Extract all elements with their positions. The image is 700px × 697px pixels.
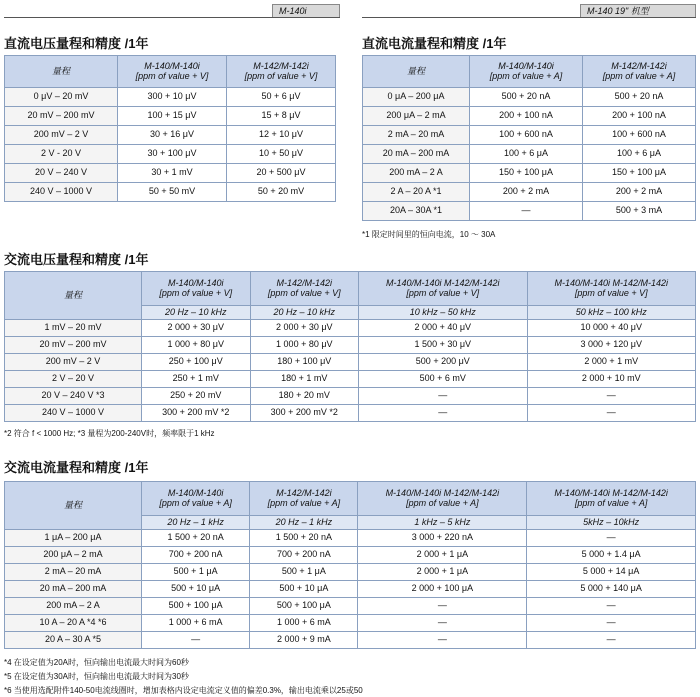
value-cell: 2 000 + 1 μA — [358, 564, 527, 581]
table-row — [363, 88, 696, 107]
value-cell: 50 + 6 μV — [227, 88, 336, 107]
table-row — [5, 88, 336, 107]
value-cell: 500 + 1 μA — [142, 564, 250, 581]
table-row — [5, 598, 696, 615]
value-cell: 300 + 10 μV — [118, 88, 227, 107]
dcv-h-col2: M-142/M-142i [ppm of value + V] — [227, 56, 336, 88]
range-cell: 2 V – 20 V — [5, 371, 142, 388]
aci-freq: 1 kHz – 5 kHz — [358, 516, 527, 530]
value-cell: 500 + 1 μA — [250, 564, 358, 581]
aci-h-col: M-140/M-140i M-142/M-142i [ppm of value + A] — [527, 482, 696, 516]
acv-title: 交流电压量程和精度 /1年 — [4, 252, 149, 267]
range-cell: 2 mA – 20 mA — [363, 126, 470, 145]
dcv-table — [4, 55, 336, 202]
table-row — [5, 107, 336, 126]
table-row — [5, 183, 336, 202]
range-cell: 20A – 30A *1 — [363, 202, 470, 221]
value-cell: 5 000 + 1.4 μA — [527, 547, 696, 564]
header-tag-right: M-140 19" 机型 — [580, 4, 696, 17]
table-row — [363, 164, 696, 183]
range-cell: 20 A – 30 A *5 — [5, 632, 142, 649]
acv-freq: 10 kHz – 50 kHz — [359, 306, 527, 320]
value-cell: 100 + 600 nA — [470, 126, 583, 145]
acv-h-range: 量程 — [5, 272, 142, 320]
value-cell: 500 + 100 μA — [142, 598, 250, 615]
header-tag-left: M-140i — [272, 4, 340, 17]
value-cell: 3 000 + 120 μV — [527, 337, 695, 354]
range-cell: 2 V - 20 V — [5, 145, 118, 164]
range-cell: 20 mA – 200 mA — [363, 145, 470, 164]
value-cell: — — [470, 202, 583, 221]
value-cell: 2 000 + 100 μA — [358, 581, 527, 598]
acv-freq: 20 Hz – 10 kHz — [250, 306, 359, 320]
value-cell: — — [527, 405, 695, 422]
range-cell: 240 V – 1000 V — [5, 183, 118, 202]
dcv-h-range: 量程 — [5, 56, 118, 88]
value-cell: 300 + 200 mV *2 — [250, 405, 359, 422]
value-cell: — — [358, 615, 527, 632]
table-row — [5, 371, 696, 388]
value-cell: — — [527, 388, 695, 405]
dci-note: *1 限定时间里的恒向电流，10 ～ 30A — [362, 230, 496, 239]
aci-note: *5 在设定值为30A时，恒向输出电流最大时间为30秒 — [4, 672, 189, 681]
table-row — [5, 320, 696, 337]
value-cell: 180 + 100 μV — [250, 354, 359, 371]
range-cell: 200 μA – 2 mA — [363, 107, 470, 126]
range-cell: 2 A – 20 A *1 — [363, 183, 470, 202]
range-cell: 200 μA – 2 mA — [5, 547, 142, 564]
value-cell: 2 000 + 1 μA — [358, 547, 527, 564]
acv-freq: 20 Hz – 10 kHz — [142, 306, 251, 320]
value-cell: — — [527, 632, 696, 649]
value-cell: 150 + 100 μA — [470, 164, 583, 183]
value-cell: 700 + 200 nA — [142, 547, 250, 564]
range-cell: 20 mV – 200 mV — [5, 337, 142, 354]
dci-h-col1: M-140/M-140i [ppm of value + A] — [470, 56, 583, 88]
dci-title: 直流电流量程和精度 /1年 — [362, 36, 507, 51]
value-cell: 500 + 10 μA — [250, 581, 358, 598]
aci-h-range: 量程 — [5, 482, 142, 530]
value-cell: 200 + 100 nA — [583, 107, 696, 126]
value-cell: 2 000 + 30 μV — [142, 320, 251, 337]
dci-h-range: 量程 — [363, 56, 470, 88]
table-row — [5, 632, 696, 649]
value-cell: 180 + 20 mV — [250, 388, 359, 405]
dci-table — [362, 55, 696, 221]
aci-note: *4 在设定值为20A时，恒向输出电流最大时间为60秒 — [4, 658, 189, 667]
range-cell: 200 mA – 2 A — [5, 598, 142, 615]
range-cell: 0 μA – 200 μA — [363, 88, 470, 107]
value-cell: 10 + 50 μV — [227, 145, 336, 164]
value-cell: 30 + 16 μV — [118, 126, 227, 145]
value-cell: 250 + 1 mV — [142, 371, 251, 388]
value-cell: 500 + 200 μV — [359, 354, 527, 371]
value-cell: 20 + 500 μV — [227, 164, 336, 183]
table-row — [363, 183, 696, 202]
range-cell: 0 μV – 20 mV — [5, 88, 118, 107]
value-cell: 100 + 6 μA — [583, 145, 696, 164]
range-cell: 1 mV – 20 mV — [5, 320, 142, 337]
table-row — [5, 354, 696, 371]
table-row — [363, 126, 696, 145]
dcv-title: 直流电压量程和精度 /1年 — [4, 36, 149, 51]
aci-table — [4, 481, 696, 649]
value-cell: 500 + 3 mA — [583, 202, 696, 221]
value-cell: — — [142, 632, 250, 649]
range-cell: 20 mA – 200 mA — [5, 581, 142, 598]
value-cell: 30 + 100 μV — [118, 145, 227, 164]
value-cell: 2 000 + 30 μV — [250, 320, 359, 337]
value-cell: 2 000 + 10 mV — [527, 371, 695, 388]
value-cell: 1 500 + 20 nA — [142, 530, 250, 547]
value-cell: 50 + 20 mV — [227, 183, 336, 202]
table-row — [363, 145, 696, 164]
value-cell: 5 000 + 140 μA — [527, 581, 696, 598]
table-row — [5, 164, 336, 183]
value-cell: — — [359, 405, 527, 422]
value-cell: — — [527, 598, 696, 615]
value-cell: 30 + 1 mV — [118, 164, 227, 183]
range-cell: 1 μA – 200 μA — [5, 530, 142, 547]
aci-freq: 20 Hz – 1 kHz — [250, 516, 358, 530]
range-cell: 20 mV – 200 mV — [5, 107, 118, 126]
range-cell: 10 A – 20 A *4 *6 — [5, 615, 142, 632]
acv-h-col: M-140/M-140i M-142/M-142i [ppm of value + V] — [359, 272, 527, 306]
range-cell: 2 mA – 20 mA — [5, 564, 142, 581]
value-cell: 12 + 10 μV — [227, 126, 336, 145]
aci-freq: 20 Hz – 1 kHz — [142, 516, 250, 530]
value-cell: 1 000 + 80 μV — [250, 337, 359, 354]
acv-table — [4, 271, 696, 422]
dci-h-col2: M-142/M-142i [ppm of value + A] — [583, 56, 696, 88]
value-cell: 250 + 20 mV — [142, 388, 251, 405]
table-row — [5, 581, 696, 598]
aci-h-col: M-142/M-142i [ppm of value + A] — [250, 482, 358, 516]
value-cell: 1 500 + 20 nA — [250, 530, 358, 547]
value-cell: 200 + 2 mA — [583, 183, 696, 202]
aci-title: 交流电流量程和精度 /1年 — [4, 460, 149, 475]
table-row — [5, 145, 336, 164]
table-row — [5, 547, 696, 564]
table-row — [5, 564, 696, 581]
value-cell: 180 + 1 mV — [250, 371, 359, 388]
value-cell: 200 + 100 nA — [470, 107, 583, 126]
value-cell: 10 000 + 40 μV — [527, 320, 695, 337]
value-cell: 150 + 100 μA — [583, 164, 696, 183]
acv-h-col: M-140/M-140i [ppm of value + V] — [142, 272, 251, 306]
aci-note: *6 当使用选配附件140-50电流线圈时，增加表格内设定电流定义值的偏差0.3%，输出电流乘以25或50 — [4, 686, 363, 695]
value-cell: 500 + 20 nA — [470, 88, 583, 107]
value-cell: 500 + 100 μA — [250, 598, 358, 615]
range-cell: 20 V – 240 V — [5, 164, 118, 183]
table-row — [5, 405, 696, 422]
value-cell: 3 000 + 220 nA — [358, 530, 527, 547]
table-row — [5, 126, 336, 145]
value-cell: — — [358, 632, 527, 649]
table-row — [5, 337, 696, 354]
value-cell: 1 000 + 6 mA — [250, 615, 358, 632]
value-cell: 100 + 600 nA — [583, 126, 696, 145]
value-cell: 700 + 200 nA — [250, 547, 358, 564]
value-cell: 2 000 + 1 mV — [527, 354, 695, 371]
value-cell: 15 + 8 μV — [227, 107, 336, 126]
value-cell: 1 000 + 6 mA — [142, 615, 250, 632]
dcv-h-col1: M-140/M-140i [ppm of value + V] — [118, 56, 227, 88]
value-cell: 250 + 100 μV — [142, 354, 251, 371]
acv-freq: 50 kHz – 100 kHz — [527, 306, 695, 320]
value-cell: — — [527, 615, 696, 632]
range-cell: 200 mV – 2 V — [5, 126, 118, 145]
value-cell: 100 + 15 μV — [118, 107, 227, 126]
acv-h-col: M-140/M-140i M-142/M-142i [ppm of value + V] — [527, 272, 695, 306]
value-cell: 300 + 200 mV *2 — [142, 405, 251, 422]
table-row — [363, 107, 696, 126]
value-cell: 5 000 + 14 μA — [527, 564, 696, 581]
value-cell: 1 000 + 80 μV — [142, 337, 251, 354]
table-row — [363, 202, 696, 221]
aci-h-col: M-140/M-140i M-142/M-142i [ppm of value + A] — [358, 482, 527, 516]
range-cell: 200 mV – 2 V — [5, 354, 142, 371]
aci-h-col: M-140/M-140i [ppm of value + A] — [142, 482, 250, 516]
table-row — [5, 388, 696, 405]
range-cell: 240 V – 1000 V — [5, 405, 142, 422]
range-cell: 20 V – 240 V *3 — [5, 388, 142, 405]
value-cell: 1 500 + 30 μV — [359, 337, 527, 354]
table-row — [5, 530, 696, 547]
value-cell: — — [359, 388, 527, 405]
value-cell: — — [527, 530, 696, 547]
value-cell: 500 + 10 μA — [142, 581, 250, 598]
value-cell: 500 + 20 nA — [583, 88, 696, 107]
aci-freq: 5kHz – 10kHz — [527, 516, 696, 530]
value-cell: 500 + 6 mV — [359, 371, 527, 388]
value-cell: 2 000 + 9 mA — [250, 632, 358, 649]
value-cell: 200 + 2 mA — [470, 183, 583, 202]
range-cell: 200 mA – 2 A — [363, 164, 470, 183]
acv-h-col: M-142/M-142i [ppm of value + V] — [250, 272, 359, 306]
table-row — [5, 615, 696, 632]
value-cell: 2 000 + 40 μV — [359, 320, 527, 337]
value-cell: 100 + 6 μA — [470, 145, 583, 164]
value-cell: — — [358, 598, 527, 615]
acv-note: *2 符合 f < 1000 Hz; *3 量程为200-240V时，频率限于1 kHz — [4, 429, 215, 438]
value-cell: 50 + 50 mV — [118, 183, 227, 202]
